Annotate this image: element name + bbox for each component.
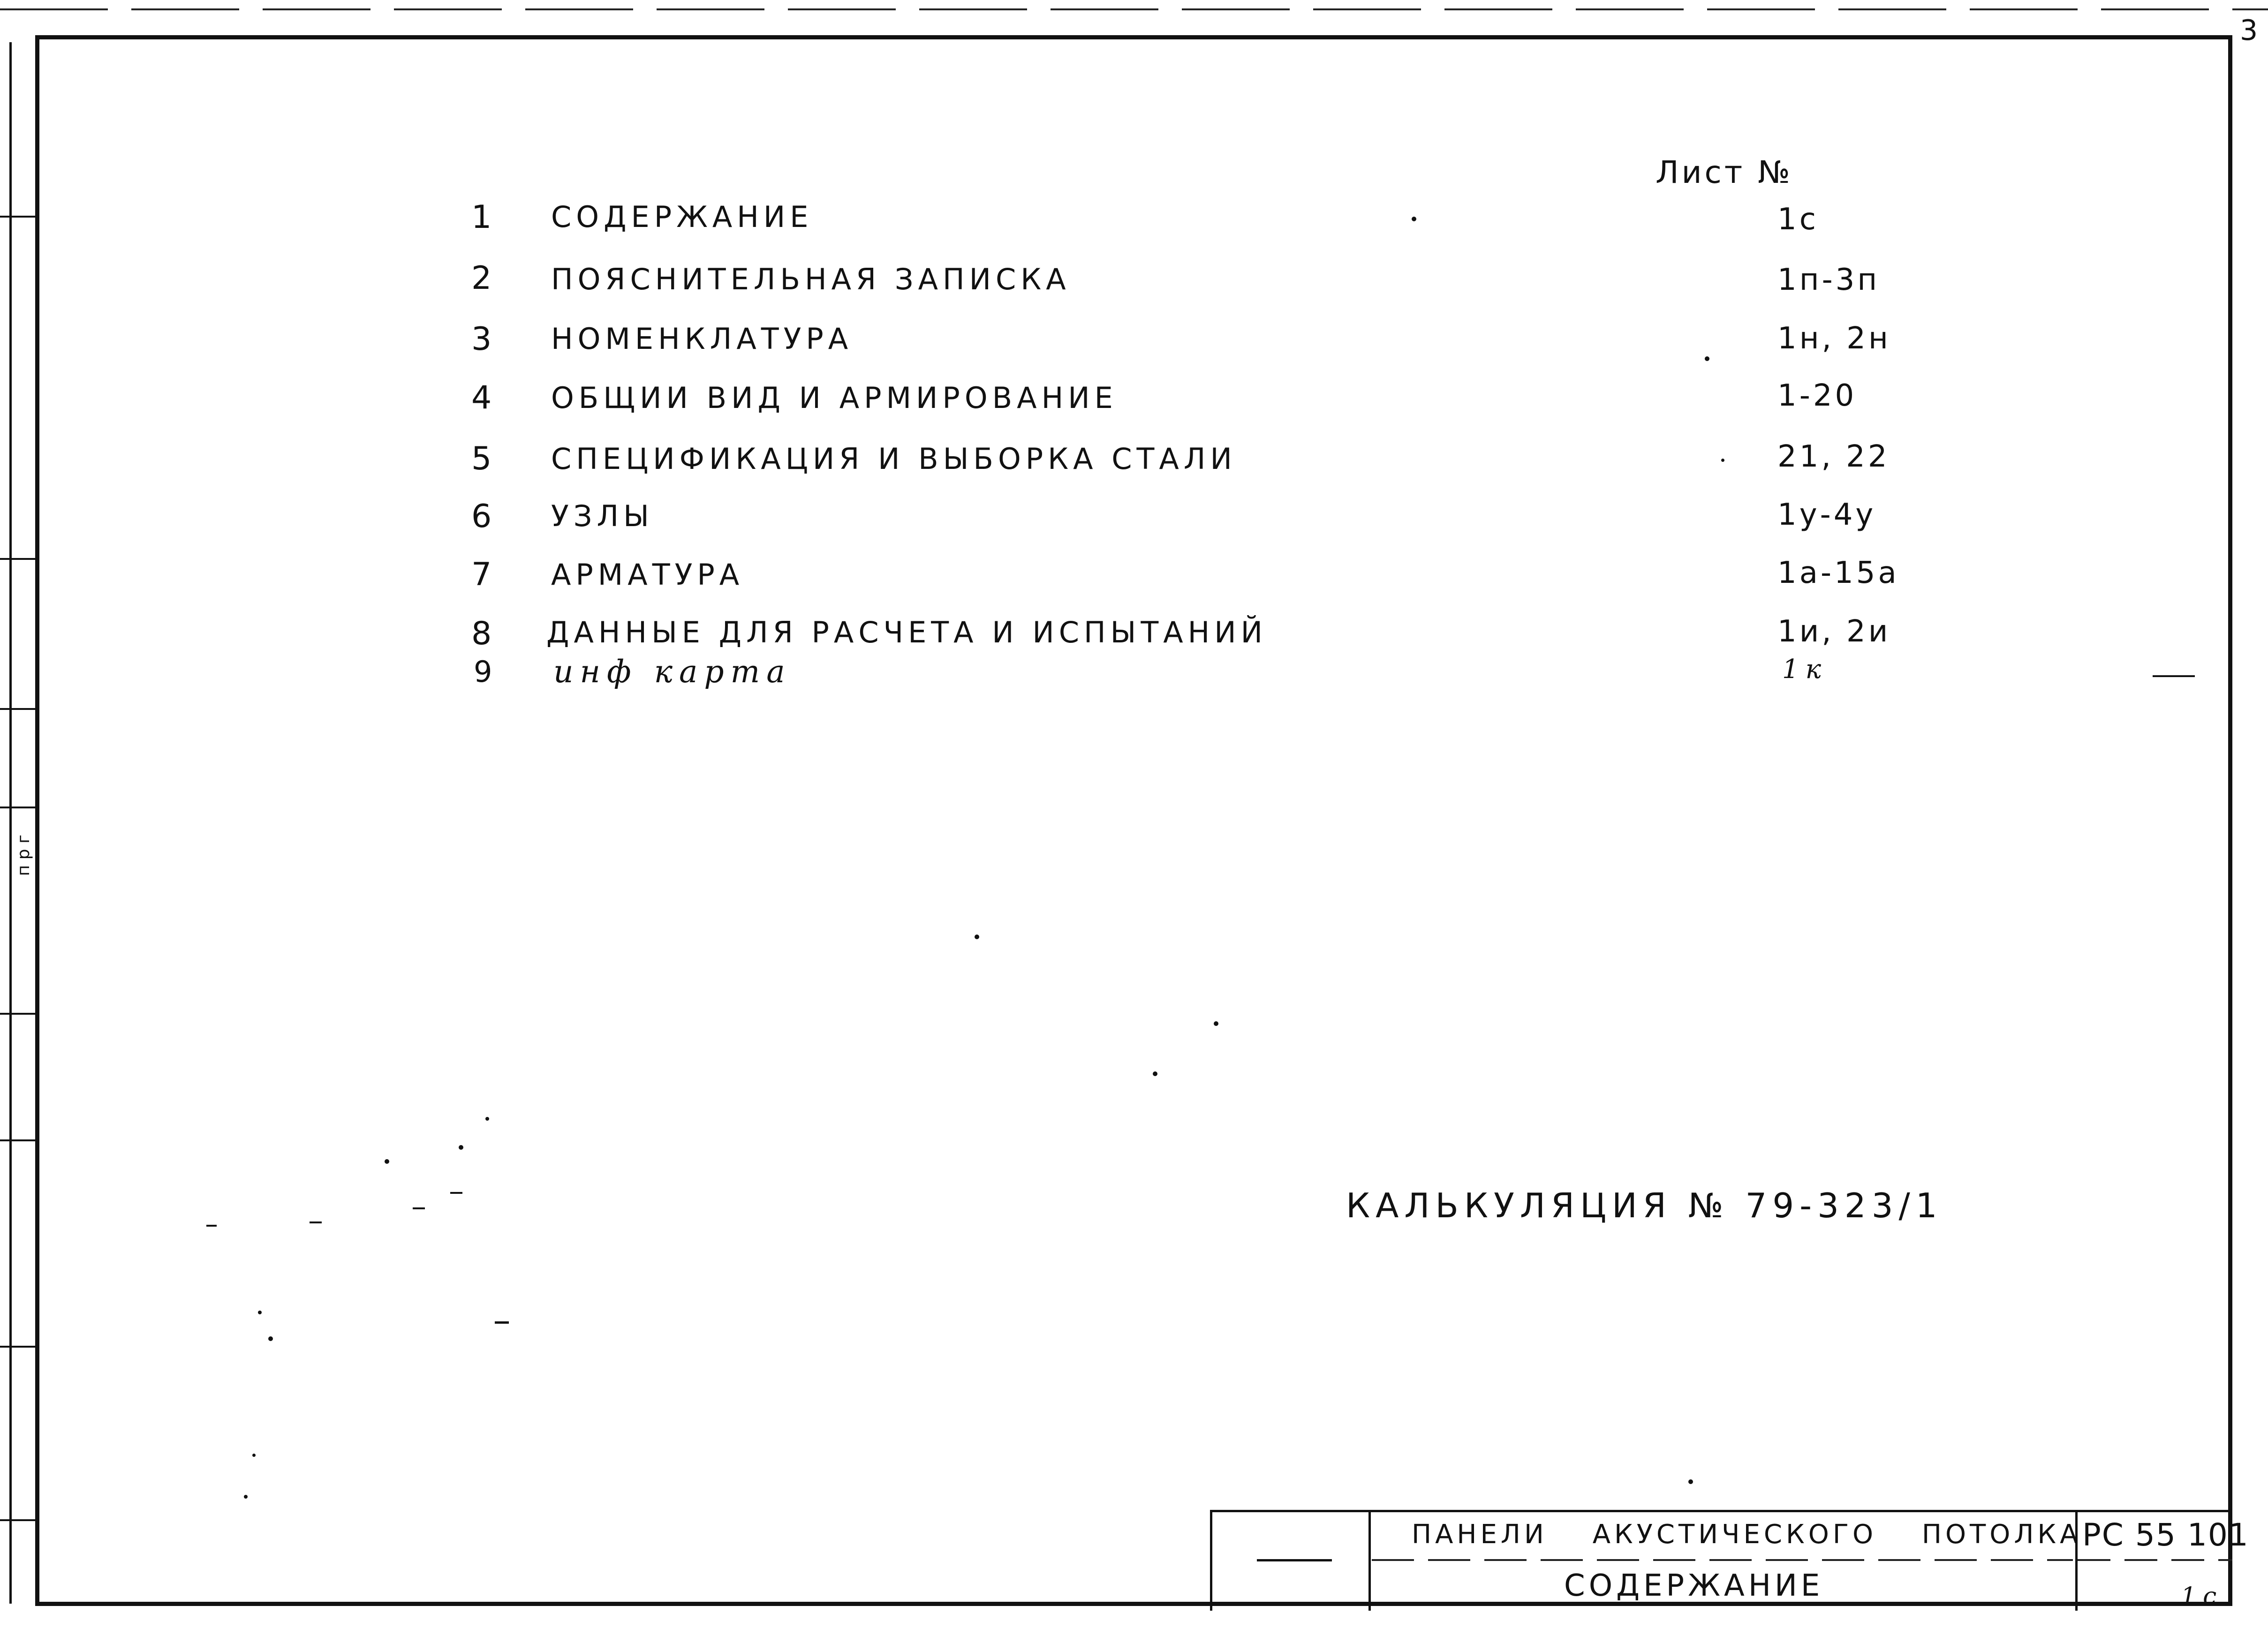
binding-strip-tick bbox=[0, 708, 35, 710]
row-title: НОМЕНКЛАТУРА bbox=[551, 322, 853, 356]
scan-speck bbox=[244, 1495, 248, 1499]
binding-strip-tick bbox=[0, 558, 35, 560]
row-number: 5 bbox=[471, 440, 492, 477]
row-sheet: 1-20 bbox=[1777, 378, 1857, 413]
row-number: 1 bbox=[471, 199, 492, 236]
row-title: СОДЕРЖАНИЕ bbox=[551, 200, 813, 234]
sheet-no-header: Лист № bbox=[1656, 154, 1793, 190]
binding-strip-tick bbox=[0, 807, 35, 808]
right-edge-dash bbox=[2153, 675, 2195, 677]
row-number: 6 bbox=[471, 498, 492, 535]
drawing-frame bbox=[35, 35, 2232, 1606]
row-title: СПЕЦИФИКАЦИЯ И ВЫБОРКА СТАЛИ bbox=[551, 442, 1237, 476]
row-title: АРМАТУРА bbox=[551, 558, 744, 592]
scan-dash bbox=[206, 1225, 217, 1227]
binding-strip-line bbox=[9, 42, 12, 1604]
scan-speck bbox=[258, 1311, 262, 1314]
row-sheet: 1а-15а bbox=[1777, 556, 1899, 590]
row-title: инф карта bbox=[553, 654, 792, 690]
title-block-mid-line bbox=[2078, 1559, 2232, 1561]
project-title: ПАНЕЛИ АКУСТИЧЕСКОГО ПОТОЛКА bbox=[1412, 1519, 2082, 1550]
row-number: 3 bbox=[471, 321, 492, 358]
binding-strip-tick bbox=[0, 1013, 35, 1015]
binding-strip-tick bbox=[0, 1139, 35, 1141]
scan-dash bbox=[495, 1321, 509, 1324]
scan-dash bbox=[450, 1192, 462, 1194]
row-number: 4 bbox=[471, 379, 492, 416]
row-number: 9 bbox=[474, 655, 492, 689]
row-title: ПОЯСНИТЕЛЬНАЯ ЗАПИСКА bbox=[551, 262, 1071, 296]
title-block-divider bbox=[1368, 1510, 1371, 1611]
side-stamp-text: п р г bbox=[14, 835, 33, 876]
top-dashed-edge bbox=[0, 8, 2268, 10]
scan-dash bbox=[413, 1207, 425, 1209]
scan-speck bbox=[252, 1454, 256, 1457]
scan-speck bbox=[975, 935, 979, 939]
row-sheet: 1у-4у bbox=[1777, 498, 1876, 532]
scan-speck bbox=[1705, 356, 1709, 361]
scan-speck bbox=[1153, 1071, 1157, 1076]
binding-strip-tick bbox=[0, 216, 35, 218]
row-number: 2 bbox=[471, 260, 492, 297]
scan-speck bbox=[1721, 459, 1724, 462]
scan-speck bbox=[459, 1145, 463, 1150]
sheet-title: СОДЕРЖАНИЕ bbox=[1564, 1568, 1824, 1603]
row-number: 8 bbox=[471, 615, 492, 652]
document-code: РС 55 101 bbox=[2082, 1517, 2249, 1553]
title-block-mid-line bbox=[1372, 1559, 2073, 1561]
scan-speck bbox=[485, 1117, 489, 1121]
scan-dash bbox=[310, 1221, 322, 1223]
sheet-number: 1с bbox=[2181, 1583, 2223, 1611]
row-title: ОБЩИИ ВИД И АРМИРОВАНИЕ bbox=[551, 381, 1118, 415]
row-sheet: 1п-3п bbox=[1777, 263, 1880, 297]
scan-speck bbox=[1412, 217, 1416, 221]
row-number: 7 bbox=[471, 556, 492, 593]
row-sheet: 21, 22 bbox=[1777, 439, 1890, 474]
scan-speck bbox=[1214, 1021, 1218, 1026]
title-block-top-line bbox=[1210, 1510, 2232, 1512]
binding-strip-tick bbox=[0, 1519, 35, 1521]
row-sheet: 1к bbox=[1782, 654, 1828, 685]
row-title: ДАННЫЕ ДЛЯ РАСЧЕТА И ИСПЫТАНИЙ bbox=[546, 615, 1268, 649]
row-title: УЗЛЫ bbox=[551, 499, 654, 533]
scan-speck bbox=[1688, 1479, 1693, 1484]
title-block-divider bbox=[1210, 1510, 1212, 1611]
binding-strip-tick bbox=[0, 1346, 35, 1348]
row-sheet: 1н, 2н bbox=[1777, 321, 1891, 356]
scan-speck bbox=[385, 1159, 389, 1164]
scan-speck bbox=[268, 1336, 273, 1341]
calculation-number: КАЛЬКУЛЯЦИЯ № 79-323/1 bbox=[1346, 1186, 1943, 1225]
title-block-mid-line bbox=[1257, 1559, 1332, 1561]
corner-page-number: 3 bbox=[2240, 14, 2258, 47]
row-sheet: 1и, 2и bbox=[1777, 614, 1891, 649]
row-sheet: 1с bbox=[1777, 202, 1819, 237]
